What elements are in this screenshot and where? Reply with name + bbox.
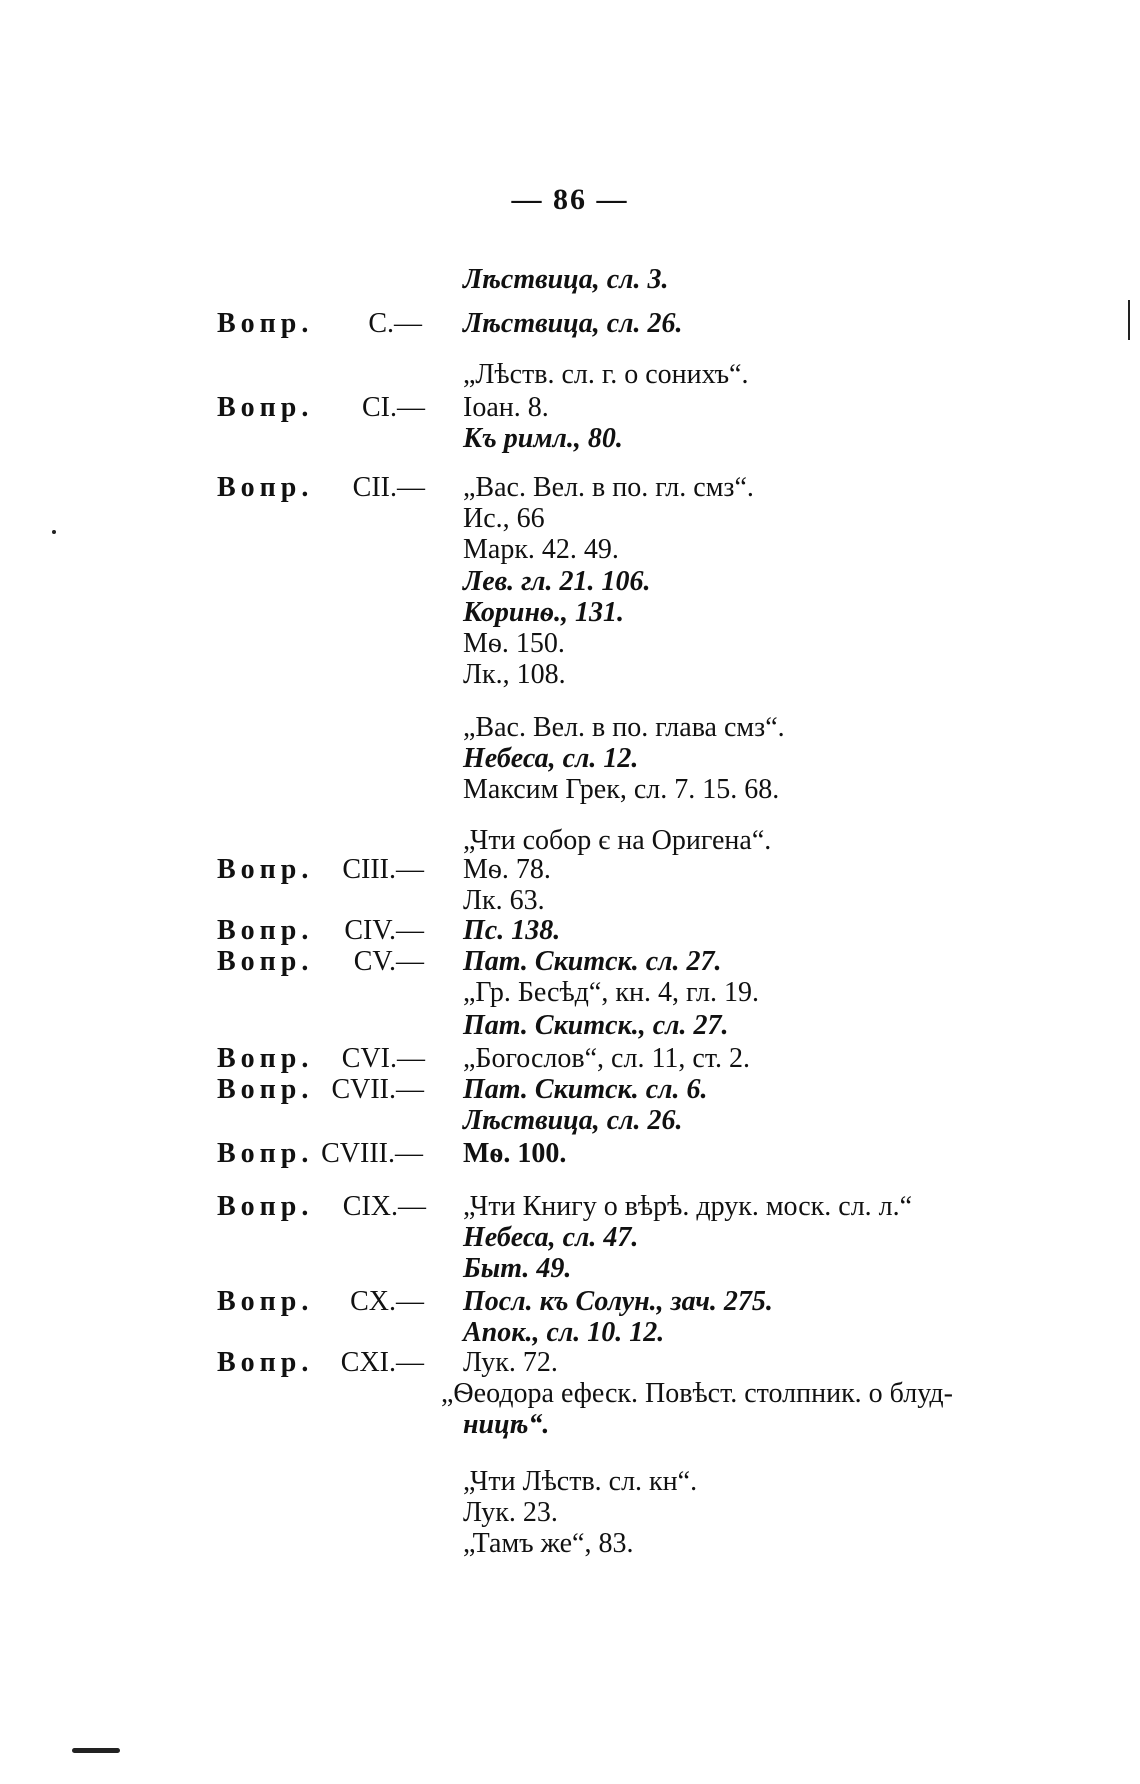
reference-line: Лев. гл. 21. 106. [463,566,651,597]
reference-line: Мѳ. 150. [463,628,565,659]
question-label: Вопр. [217,1191,314,1222]
reference-line: „Вас. Вел. в по. гл. смз“. [463,472,754,503]
question-label: Вопр. [217,1347,314,1378]
reference-line: Лѣствица, сл. 26. [463,1105,683,1136]
question-number: CVI.— [341,1043,425,1074]
reference-line: Мѳ. 100. [463,1138,567,1169]
scan-mark [1128,300,1130,340]
reference-line: Къ римл., 80. [463,423,623,454]
question-label: Вопр. [217,946,314,977]
reference-line: Быт. 49. [463,1253,572,1284]
question-number: CIV.— [344,915,424,946]
question-label: Вопр. [217,392,314,423]
ref-line: Лѣствица, сл. 3. [463,264,669,295]
note-line: „Тамъ же“, 83. [463,1528,634,1559]
question-number: CXI.— [340,1347,424,1378]
reference-line: Апок., сл. 10. 12. [463,1317,665,1348]
question-number: CII.— [352,472,425,503]
question-label: Вопр. [217,1286,314,1317]
reference-line: Небеса, сл. 47. [463,1222,639,1253]
note-line: „Чти собор є на Оригена“. [463,825,772,856]
note-line: Небеса, сл. 12. [463,743,639,774]
reference-line: „Гр. Бесѣд“, кн. 4, гл. 19. [463,977,759,1008]
page-number: — 86 — [511,183,629,216]
reference-line: Лук. 72. [463,1347,558,1378]
question-label: Вопр. [217,1138,314,1169]
note-line: Лук. 23. [463,1497,558,1528]
reference-line: „Чти Книгу о вѣрѣ. друк. моск. сл. л.“ [463,1191,913,1222]
note-line: Максим Грек, сл. 7. 15. 68. [463,774,780,805]
question-label: Вопр. [217,308,314,339]
question-number: CX.— [350,1286,424,1317]
scan-mark [52,530,56,534]
question-number: CI.— [362,392,425,423]
question-label: Вопр. [217,472,314,503]
note-line: „Лѣств. сл. г. о сонихъ“. [463,359,749,390]
question-label: Вопр. [217,915,314,946]
reference-line: Пат. Скитск. сл. 27. [463,946,722,977]
scan-mark [72,1748,120,1753]
question-label: Вопр. [217,1074,314,1105]
reference-line: ницѣ“. [463,1409,550,1440]
note-line: „Вас. Вел. в по. глава смз“. [463,712,785,743]
reference-line: Мѳ. 78. [463,854,551,885]
question-number: C.— [368,308,422,339]
reference-line: Коринѳ., 131. [463,597,625,628]
note-line: „Чти Лѣств. сл. кн“. [463,1466,698,1497]
reference-line: Лк., 108. [463,659,566,690]
question-label: Вопр. [217,1043,314,1074]
question-number: CVIII.— [321,1138,423,1169]
reference-line: „Богослов“, сл. 11, ст. 2. [463,1043,750,1074]
question-label: Вопр. [217,854,314,885]
reference-line: „Ѳеодора ефеск. Повѣст. столпник. о блуд- [441,1378,953,1409]
reference-line: Іоан. 8. [463,392,549,423]
question-number: CVII.— [331,1074,424,1105]
reference-line: Пат. Скитск., сл. 27. [463,1010,729,1041]
reference-line: Пат. Скитск. сл. 6. [463,1074,708,1105]
question-number: CIII.— [342,854,424,885]
reference-line: Марк. 42. 49. [463,534,619,565]
question-number: CIX.— [342,1191,426,1222]
reference-line: Лк. 63. [463,885,545,916]
question-number: CV.— [353,946,424,977]
reference-line: Лѣствица, сл. 26. [463,308,683,339]
reference-line: Посл. къ Солун., зач. 275. [463,1286,773,1317]
reference-line: Пс. 138. [463,915,561,946]
reference-line: Ис., 66 [463,503,545,534]
